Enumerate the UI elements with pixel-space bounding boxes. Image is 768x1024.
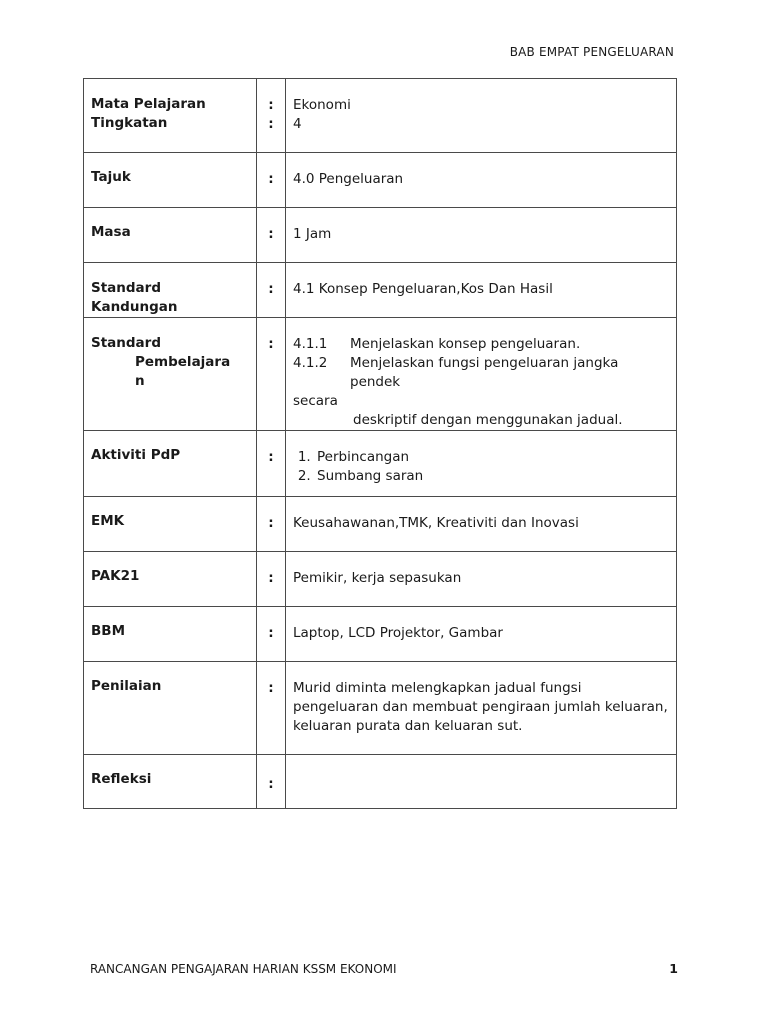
row-emk — [84, 497, 677, 552]
row-time — [84, 208, 677, 263]
value-content-standard: 4.1 Konsep Pengeluaran,Kos Dan Hasil — [286, 263, 677, 318]
value-assessment: Murid diminta melengkapkan jadual fungsi pengeluaran dan membuat pengiraan jumlah keluaran, keluaran purata dan keluaran sut. — [286, 662, 677, 755]
value-subject-name: Ekonomi — [293, 97, 351, 113]
colon-emk: : — [257, 497, 286, 552]
value-subject — [286, 79, 677, 153]
label-emk: EMK — [84, 497, 257, 552]
label-learning-standard — [84, 318, 257, 431]
colon-subject: : — [268, 97, 274, 113]
row-pak21 — [84, 552, 677, 607]
footer-document-title: RANCANGAN PENGAJARAN HARIAN KSSM EKONOMI — [90, 962, 397, 976]
header-chapter-title: BAB EMPAT PENGELUARAN — [509, 45, 674, 59]
colon-content-standard: : — [257, 263, 286, 318]
value-reflection — [286, 755, 677, 809]
row-assessment — [84, 662, 677, 755]
colon-activity: : — [257, 431, 286, 497]
colon-topic: : — [257, 153, 286, 208]
label-reflection: Refleksi — [84, 755, 257, 809]
row-topic — [84, 153, 677, 208]
row-activity — [84, 431, 677, 497]
learning-outcome-text: Menjelaskan konsep pengeluaran. — [350, 336, 581, 352]
value-pak21: Pemikir, kerja sepasukan — [286, 552, 677, 607]
label-time: Masa — [84, 208, 257, 263]
label-content-standard-line-1: Standard — [91, 280, 161, 296]
colon-cell-subject — [257, 79, 286, 153]
value-form: 4 — [293, 116, 302, 132]
colon-learning-standard: : — [257, 318, 286, 431]
label-learning-standard-line-3: n — [135, 373, 145, 389]
label-activity: Aktiviti PdP — [84, 431, 257, 497]
label-assessment: Penilaian — [84, 662, 257, 755]
colon-form: : — [268, 116, 274, 132]
label-subject — [84, 79, 257, 153]
colon-time: : — [257, 208, 286, 263]
label-subject-line-1: Mata Pelajaran — [91, 96, 206, 112]
value-topic: 4.0 Pengeluaran — [286, 153, 677, 208]
learning-outcome — [293, 335, 668, 354]
learning-outcome-text: Menjelaskan fungsi pengeluaran jangka pendek — [350, 355, 619, 390]
activity-item: 1. Perbincangan — [315, 448, 668, 467]
label-bbm: BBM — [84, 607, 257, 662]
colon-pak21: : — [257, 552, 286, 607]
row-learning-standard — [84, 318, 677, 431]
learning-outcome-number: 4.1.2 — [293, 355, 328, 371]
label-learning-standard-line-1: Standard — [91, 335, 161, 351]
colon-assessment: : — [257, 662, 286, 755]
value-bbm: Laptop, LCD Projektor, Gambar — [286, 607, 677, 662]
value-time: 1 Jam — [286, 208, 677, 263]
colon-bbm: : — [257, 607, 286, 662]
activity-list — [293, 448, 668, 486]
row-reflection — [84, 755, 677, 809]
row-bbm — [84, 607, 677, 662]
value-learning-standard — [286, 318, 677, 431]
label-pak21: PAK21 — [84, 552, 257, 607]
label-content-standard-line-2: Kandungan — [91, 299, 178, 315]
label-form-line: Tingkatan — [91, 115, 168, 131]
learning-outcome — [293, 354, 668, 392]
row-subject — [84, 79, 677, 153]
label-learning-standard-line-2: Pembelajara — [135, 354, 231, 370]
colon-reflection: : — [257, 755, 286, 809]
footer-page-number: 1 — [669, 961, 678, 976]
value-activity — [286, 431, 677, 497]
label-topic: Tajuk — [84, 153, 257, 208]
lesson-plan-table — [83, 78, 677, 809]
learning-outcome-continuation: deskriptif dengan menggunakan jadual. — [353, 412, 623, 428]
label-content-standard — [84, 263, 257, 318]
row-content-standard — [84, 263, 677, 318]
learning-outcome-wrap-line: secara — [293, 393, 338, 409]
learning-outcome-number: 4.1.1 — [293, 336, 328, 352]
value-emk: Keusahawanan,TMK, Kreativiti dan Inovasi — [286, 497, 677, 552]
activity-item: 2. Sumbang saran — [315, 467, 668, 486]
